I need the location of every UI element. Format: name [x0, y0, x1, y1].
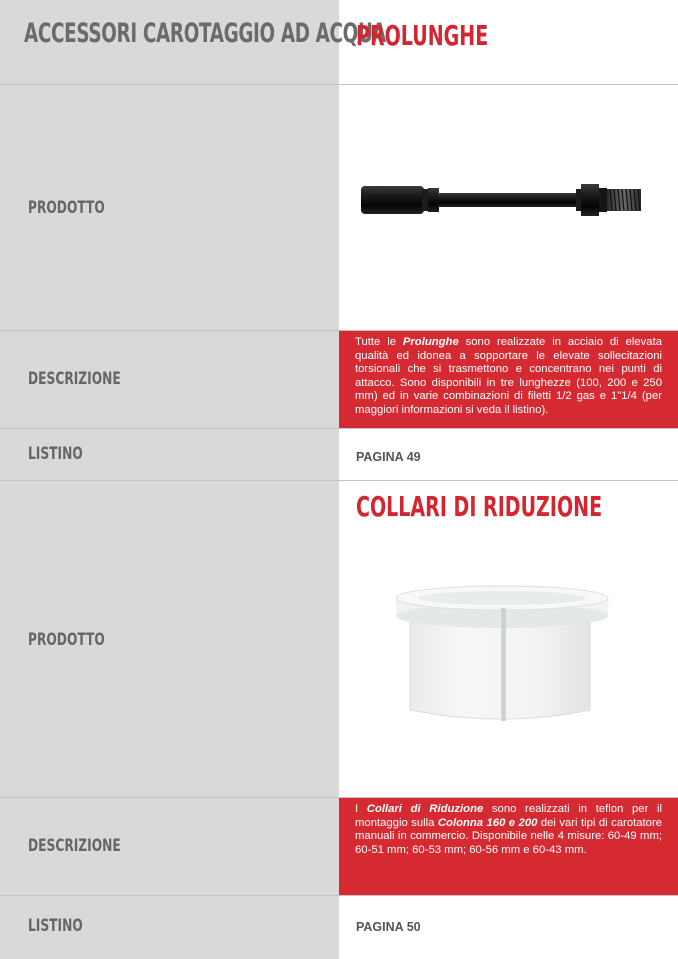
label-product: PRODOTTO	[28, 630, 105, 650]
extension-rod-icon	[358, 176, 648, 232]
description-text: dei vari tipi di carotatore manuali in commercio. Disponibile nelle 4 misure: 60-49 mm; 60-51 mm; 60-53 mm; 60-56 mm e 60-43 mm.	[355, 816, 662, 856]
description-highlight: Prolunghe	[402, 336, 459, 348]
label-price-list: LISTINO	[28, 444, 83, 464]
product-title-collari: COLLARI DI RIDUZIONE	[356, 490, 603, 523]
reduction-collar-image	[392, 578, 612, 733]
description-box-collari	[339, 798, 678, 895]
description-text: Tutte le	[355, 336, 403, 348]
divider	[0, 480, 678, 481]
description-text: sono realizzati in teflon per il montaggio sulla	[355, 803, 662, 829]
extension-rod-image	[358, 176, 648, 237]
description-box-prolunghe	[339, 331, 678, 428]
description-highlight: Colonna 160 e 200	[437, 816, 538, 829]
description-highlight: Collari di Riduzione	[366, 803, 484, 815]
page-reference-prolunghe: PAGINA 49	[356, 450, 421, 464]
label-price-list: LISTINO	[28, 916, 83, 936]
page-title: ACCESSORI CAROTAGGIO AD ACQUA	[24, 18, 386, 49]
reduction-collar-icon	[392, 578, 612, 728]
label-description: DESCRIZIONE	[28, 836, 121, 856]
label-description: DESCRIZIONE	[28, 369, 121, 389]
label-product: PRODOTTO	[28, 198, 105, 218]
divider	[0, 428, 678, 429]
description-text: sono realizzate in acciaio di elevata qualità ed idonea a sopportare le elevate sollecitazioni torsionali che si trasmettono e concentrano nei punti di attacco. Sono disponibili in tre lunghezze (100, 200 e 250 mm) ed in varie combinazioni di filetti 1/2 gas e 1"1/4 (per maggiori informazioni si veda il listino).	[355, 336, 662, 416]
divider	[0, 84, 678, 85]
description-text: I	[355, 803, 367, 815]
page-reference-collari: PAGINA 50	[356, 920, 421, 934]
product-title-prolunghe: PROLUNGHE	[356, 19, 489, 52]
divider	[0, 895, 678, 896]
